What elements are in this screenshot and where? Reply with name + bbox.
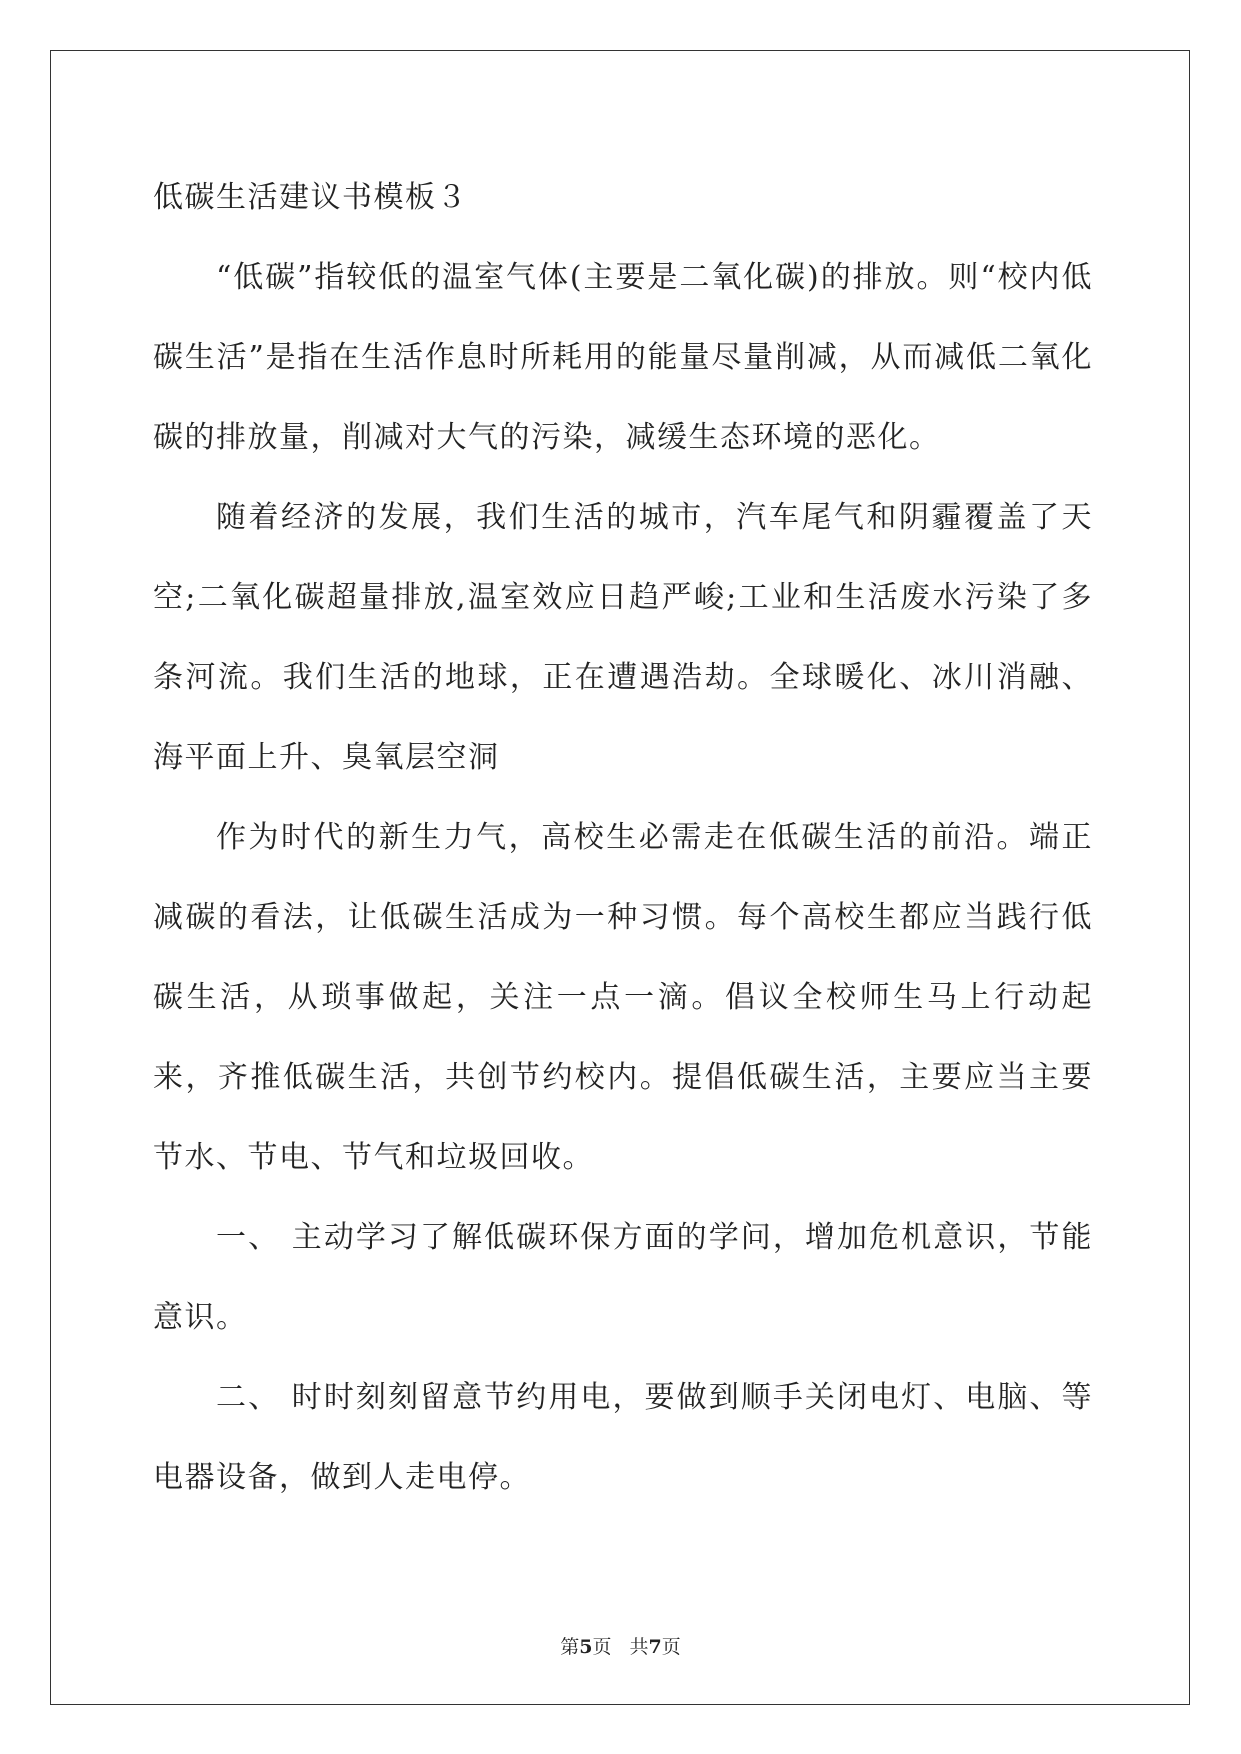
paragraph-call-to-action: 作为时代的新生力气，高校生必需走在低碳生活的前沿。端正减碳的看法，让低碳生活成为一种习惯。每个高校生都应当践行低碳生活，从琐事做起，关注一点一滴。倡议全校师生马上行动起来，齐推低碳生活，共创节约校内。提倡低碳生活，主要应当主要节水、节电、节气和垃圾回收。 bbox=[153, 820, 1093, 1175]
paragraph-intro: “低碳”指较低的温室气体(主要是二氧化碳)的排放。则“校内低碳生活”是指在生活作息时所耗用的能量尽量削减，从而减低二氧化碳的排放量，削减对大气的污染，减缓生态环境的恶化。 bbox=[153, 260, 1093, 455]
footer-page-suffix: 页 bbox=[592, 1636, 612, 1658]
document-title: 低碳生活建议书模板３ bbox=[153, 180, 468, 215]
document-body bbox=[153, 158, 1093, 1518]
footer-current-page: 5 bbox=[579, 1636, 593, 1658]
footer-total-suffix: 页 bbox=[661, 1636, 681, 1658]
footer-total-pages: 7 bbox=[648, 1636, 662, 1658]
paragraph-background: 随着经济的发展，我们生活的城市，汽车尾气和阴霾覆盖了天空;二氧化碳超量排放,温室效应日趋严峻;工业和生活废水污染了多条河流。我们生活的地球，正在遭遇浩劫。全球暖化、冰川消融、海平面上升、臭氧层空洞 bbox=[153, 500, 1093, 775]
page-footer bbox=[0, 1632, 1241, 1659]
footer-total-prefix: 共 bbox=[629, 1636, 649, 1658]
footer-prefix: 第 bbox=[560, 1636, 580, 1658]
paragraph-item-two: 二、 时时刻刻留意节约用电，要做到顺手关闭电灯、电脑、等电器设备，做到人走电停。 bbox=[153, 1380, 1093, 1495]
paragraph-item-one: 一、 主动学习了解低碳环保方面的学问，增加危机意识，节能意识。 bbox=[153, 1220, 1093, 1335]
